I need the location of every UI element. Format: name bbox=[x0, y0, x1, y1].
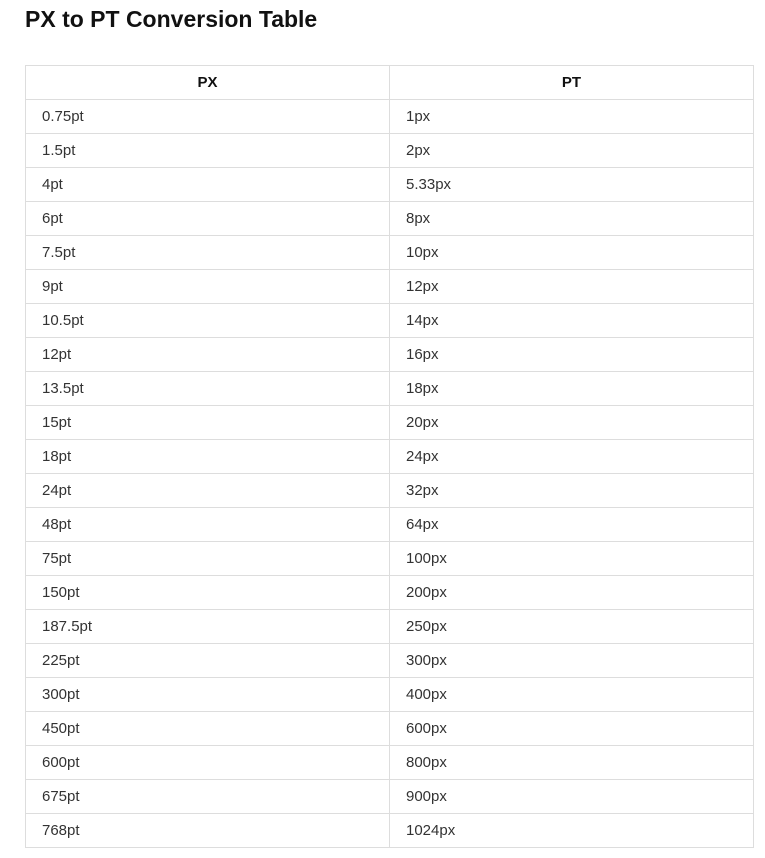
cell-px-value: 600pt bbox=[26, 746, 390, 780]
table-row bbox=[26, 338, 754, 372]
cell-pt-value: 5.33px bbox=[390, 168, 754, 202]
column-header-pt: PT bbox=[390, 66, 754, 100]
table-row bbox=[26, 644, 754, 678]
cell-pt-value: 18px bbox=[390, 372, 754, 406]
cell-pt-value: 1024px bbox=[390, 814, 754, 848]
cell-pt-value: 300px bbox=[390, 644, 754, 678]
cell-px-value: 10.5pt bbox=[26, 304, 390, 338]
cell-pt-value: 400px bbox=[390, 678, 754, 712]
cell-px-value: 187.5pt bbox=[26, 610, 390, 644]
table-row bbox=[26, 406, 754, 440]
table-row bbox=[26, 576, 754, 610]
table-row bbox=[26, 610, 754, 644]
table-row bbox=[26, 814, 754, 848]
table-row bbox=[26, 440, 754, 474]
table-row bbox=[26, 542, 754, 576]
table-row bbox=[26, 134, 754, 168]
table-row bbox=[26, 712, 754, 746]
cell-pt-value: 900px bbox=[390, 780, 754, 814]
cell-px-value: 450pt bbox=[26, 712, 390, 746]
column-header-px: PX bbox=[26, 66, 390, 100]
table-header-row bbox=[26, 66, 754, 100]
table-row bbox=[26, 168, 754, 202]
table-row bbox=[26, 474, 754, 508]
cell-px-value: 225pt bbox=[26, 644, 390, 678]
cell-pt-value: 10px bbox=[390, 236, 754, 270]
table-row bbox=[26, 304, 754, 338]
cell-px-value: 13.5pt bbox=[26, 372, 390, 406]
cell-pt-value: 64px bbox=[390, 508, 754, 542]
cell-px-value: 7.5pt bbox=[26, 236, 390, 270]
table-row bbox=[26, 100, 754, 134]
cell-px-value: 15pt bbox=[26, 406, 390, 440]
cell-pt-value: 100px bbox=[390, 542, 754, 576]
cell-px-value: 1.5pt bbox=[26, 134, 390, 168]
cell-px-value: 300pt bbox=[26, 678, 390, 712]
table-row bbox=[26, 746, 754, 780]
cell-px-value: 0.75pt bbox=[26, 100, 390, 134]
cell-px-value: 18pt bbox=[26, 440, 390, 474]
cell-px-value: 768pt bbox=[26, 814, 390, 848]
table-row bbox=[26, 236, 754, 270]
cell-px-value: 24pt bbox=[26, 474, 390, 508]
cell-pt-value: 14px bbox=[390, 304, 754, 338]
cell-px-value: 48pt bbox=[26, 508, 390, 542]
cell-pt-value: 32px bbox=[390, 474, 754, 508]
table-row bbox=[26, 508, 754, 542]
cell-px-value: 6pt bbox=[26, 202, 390, 236]
cell-pt-value: 8px bbox=[390, 202, 754, 236]
cell-px-value: 12pt bbox=[26, 338, 390, 372]
table-row bbox=[26, 270, 754, 304]
cell-pt-value: 1px bbox=[390, 100, 754, 134]
cell-pt-value: 2px bbox=[390, 134, 754, 168]
cell-pt-value: 16px bbox=[390, 338, 754, 372]
cell-px-value: 9pt bbox=[26, 270, 390, 304]
cell-px-value: 4pt bbox=[26, 168, 390, 202]
cell-pt-value: 12px bbox=[390, 270, 754, 304]
cell-px-value: 675pt bbox=[26, 780, 390, 814]
conversion-table-container bbox=[25, 65, 753, 848]
page-title: PX to PT Conversion Table bbox=[25, 6, 318, 32]
table-row bbox=[26, 780, 754, 814]
cell-pt-value: 24px bbox=[390, 440, 754, 474]
cell-pt-value: 800px bbox=[390, 746, 754, 780]
table-row bbox=[26, 372, 754, 406]
table-row bbox=[26, 678, 754, 712]
cell-pt-value: 20px bbox=[390, 406, 754, 440]
table-body bbox=[26, 100, 754, 848]
table-header bbox=[26, 66, 754, 100]
cell-pt-value: 250px bbox=[390, 610, 754, 644]
cell-px-value: 150pt bbox=[26, 576, 390, 610]
cell-pt-value: 600px bbox=[390, 712, 754, 746]
cell-px-value: 75pt bbox=[26, 542, 390, 576]
conversion-table bbox=[25, 65, 754, 848]
cell-pt-value: 200px bbox=[390, 576, 754, 610]
table-row bbox=[26, 202, 754, 236]
